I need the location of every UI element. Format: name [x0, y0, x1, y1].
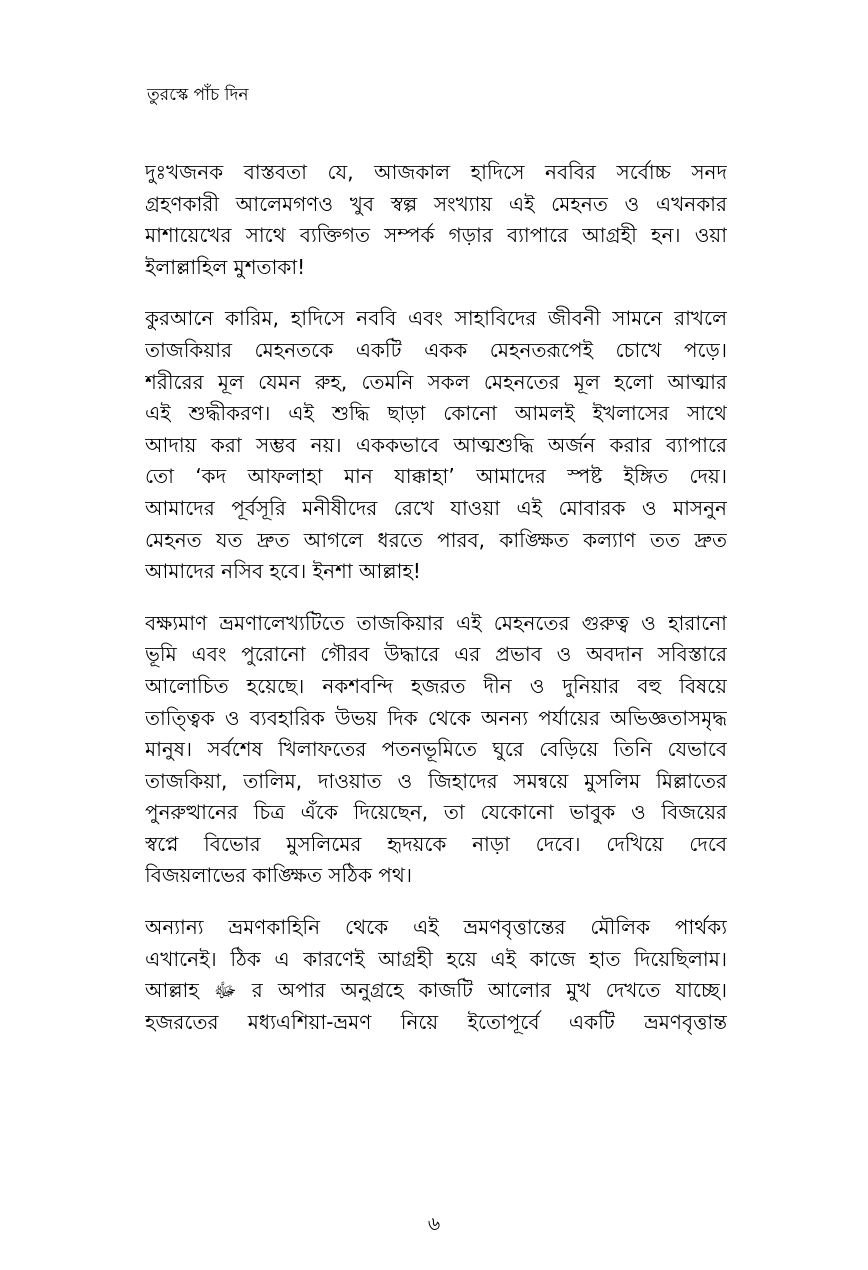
text-line: আদায় করা সম্ভব নয়। এককভাবে আত্মশুদ্ধি অর্জন করার ব্যাপারে [145, 432, 727, 457]
paragraph-2 [145, 303, 727, 587]
text-line: পুনরুত্থানের চিত্র এঁকে দিয়েছেন, তা যেকোনো ভাবুক ও বিজয়ের [145, 800, 727, 825]
text-line: মানুষ। সর্বশেষ খিলাফতের পতনভূমিতে ঘুরে বেড়িয়ে তিনি যেভাবে [145, 737, 727, 762]
text-line: এখানেই। ঠিক এ কারণেই আগ্রহী হয়ে এই কাজে হাত দিয়েছিলাম। [145, 946, 727, 971]
text-line: বক্ষ্যমাণ ভ্রমণালেখ্যটিতে তাজকিয়ার এই মেহনতের গুরুত্ব ও হারানো [145, 610, 727, 635]
text-line: মেহনত যত দ্রুত আগলে ধরতে পারব, কাঙ্ক্ষিত কল্যাণ তত দ্রুত [145, 527, 727, 552]
text-line: এই শুদ্ধীকরণ। এই শুদ্ধি ছাড়া কোনো আমলই ইখলাসের সাথে [145, 401, 727, 426]
body-text [145, 157, 727, 1058]
text-line: বিজয়লাভের কাঙ্ক্ষিত সঠিক পথ। [145, 863, 412, 888]
text-line: ইলাল্লাহিল মুশতাকা! [145, 254, 306, 279]
text-line: গ্রহণকারী আলেমগণও খুব স্বল্প সংখ্যায় এই মেহনত ও এখনকার [145, 191, 727, 216]
text-line: আমাদের পূর্বসূরি মনীষীদের রেখে যাওয়া এই মোবারক ও মাসনুন [145, 495, 727, 520]
text-line: আমাদের নসিব হবে। ইনশা আল্লাহ! [145, 559, 421, 584]
paragraph-1 [145, 157, 727, 283]
text-line: তাজকিয়া, তালিম, দাওয়াত ও জিহাদের সমন্বয়ে মুসলিম মিল্লাতের [145, 768, 727, 793]
text-line: মাশায়েখের সাথে ব্যক্তিগত সম্পর্ক গড়ার ব্যাপারে আগ্রহী হন। ওয়া [145, 223, 727, 248]
running-header: তুরস্কে পাঁচ দিন [147, 85, 249, 105]
text-line: ভূমি এবং পুরোনো গৌরব উদ্ধারে এর প্রভাব ও অবদান সবিস্তারে [145, 642, 727, 667]
text-line: স্বপ্নে বিভোর মুসলিমের হৃদয়কে নাড়া দেবে। দেখিয়ে দেবে [145, 831, 727, 856]
text-line: তাজকিয়ার মেহনতকে একটি একক মেহনতরূপেই চোখে পড়ে। [145, 337, 727, 362]
text-line: আল্লাহ ﷻ র অপার অনুগ্রহে কাজটি আলোর মুখ দেখতে যাচ্ছে। [145, 978, 727, 1003]
text-line: হজরতের মধ্যএশিয়া-ভ্রমণ নিয়ে ইতোপূর্বে একটি ভ্রমণবৃত্তান্ত [145, 1009, 727, 1034]
text-line: দুঃখজনক বাস্তবতা যে, আজকাল হাদিসে নববির সর্বোচ্চ সনদ [145, 160, 727, 184]
paragraph-3 [145, 608, 727, 892]
text-line: শরীরের মূল যেমন রুহ, তেমনি সকল মেহনতের মূল হলো আত্মার [145, 369, 727, 394]
page-number: ৬ [427, 1213, 441, 1235]
text-line: কুরআনে কারিম, হাদিসে নববি এবং সাহাবিদের জীবনী সামনে রাখলে [145, 306, 727, 331]
text-line: তাত্ত্বিক ও ব্যবহারিক উভয় দিক থেকে অনন্য পর্যায়ের অভিজ্ঞতাসমৃদ্ধ [145, 705, 727, 730]
text-line: তো ‘কদ আফলাহা মান যাক্কাহা’ আমাদের স্পষ্ট ইঙ্গিত দেয়। [145, 464, 727, 489]
text-line: অন্যান্য ভ্রমণকাহিনি থেকে এই ভ্রমণবৃত্তান্তের মৌলিক পার্থক্য [145, 915, 727, 940]
text-line: আলোচিত হয়েছে। নকশবন্দি হজরত দীন ও দুনিয়ার বহু বিষয়ে [145, 673, 727, 698]
paragraph-4 [145, 912, 727, 1038]
